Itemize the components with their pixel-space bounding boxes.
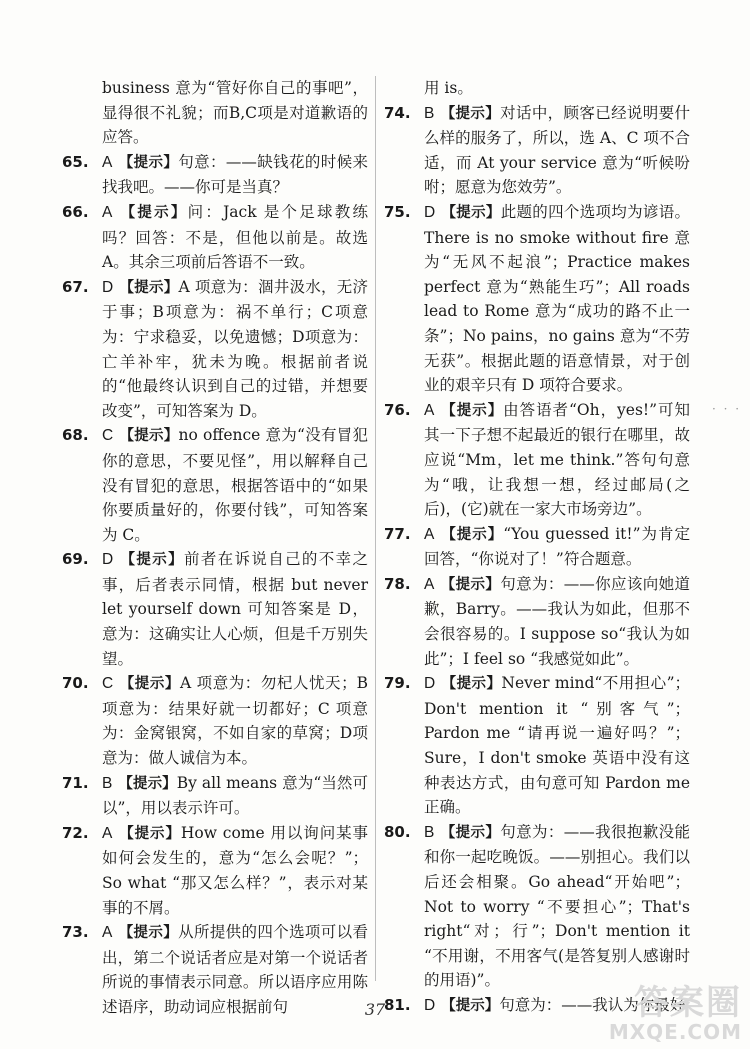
column-divider — [375, 76, 376, 981]
hint-label: 【提示】 — [118, 825, 181, 842]
entry-text: A 项意为：勿杞人忧天；B项意为：结果好就一切都好；C 项意为：金窝银窝，不如自家的草窝；D项意为：做人诚信为本。 — [102, 674, 369, 768]
page-number: 37 — [364, 1000, 386, 1019]
question-number: 67. — [62, 277, 89, 296]
hint-label: 【提示】 — [441, 676, 502, 693]
answer-entry-64-cont — [62, 76, 368, 150]
watermark-url-text: MXQE.COM — [608, 1020, 742, 1044]
entry-text: 前者在诉说自己的不幸之事，后者表示同情，根据 but never let yourself down 可知答案是 D，意为：这确实让人心烦，但是千万别失望。 — [102, 550, 368, 668]
answer-letter: B — [102, 774, 113, 792]
answer-entry-72 — [62, 821, 368, 920]
entry-text: business 意为“管好你自己的事吧”，显得很不礼貌；而B,C项是对道歉语的应答。 — [102, 79, 368, 147]
entry-text: 句意为：——你应该向她道歉，Barry。——我认为如此，但那不会很容易的。I suppose so“我认为如此”；I feel so “我感觉如此”。 — [424, 574, 690, 668]
answer-entry-73-cont — [384, 76, 690, 101]
answer-letter: D — [102, 551, 114, 569]
answer-letter: C — [102, 675, 114, 693]
question-number: 66. — [62, 202, 89, 221]
question-number: 78. — [384, 574, 411, 593]
hint-label: 【提示】 — [118, 204, 188, 221]
hint-label: 【提示】 — [440, 402, 504, 419]
question-number: 68. — [62, 426, 89, 445]
question-number: 71. — [62, 773, 89, 792]
entry-text: 句意为：——我很抱歉没能和你一起吃晚饭。——别担心。我们以后还会相聚。Go ahead“开始吧”；Not to worry “不要担心”；That's right“对；行”；Don't mention it “不用谢，不用客气(是答复别人感谢时的用语)”。 — [424, 822, 690, 990]
entry-text: 用 is。 — [424, 79, 473, 97]
answer-entry-65 — [62, 150, 368, 200]
entry-text: By all means 意为“当然可以”，用以表示许可。 — [102, 773, 368, 818]
margin-dots: · · · — [712, 402, 742, 416]
answer-letter: D — [424, 675, 436, 693]
question-number: 74. — [384, 103, 411, 122]
answer-letter: A — [102, 824, 113, 842]
question-number: 69. — [62, 550, 89, 569]
question-number: 73. — [62, 923, 89, 942]
question-number: 79. — [384, 674, 411, 693]
entry-text: 由答语者“Oh，yes!”可知其一下子想不起最近的银行在哪里，故应说“Mm，let me think.”答句句意为“哦，让我想一想，经过邮局(之后)，(它)就在一家大市场旁边”。 — [424, 400, 690, 519]
answer-entry-68 — [62, 423, 368, 547]
question-number: 65. — [62, 152, 89, 171]
answer-letter: C — [102, 427, 114, 445]
question-number: 80. — [384, 822, 411, 841]
entry-text: How come 用以询问某事如何会发生的，意为“怎么会呢？”；So what “那又怎么样？”，表示对某事的不屑。 — [102, 823, 368, 917]
entry-text: “You guessed it!”为肯定回答，“你说对了！”符合题意。 — [424, 524, 690, 569]
answer-letter: A — [102, 153, 113, 171]
entry-text: Never mind“不用担心”；Don't mention it “别客气”；Pardon me “请再说一遍好吗？”；Sure，I don't smoke 英语中没有这种表达方式，由句意可知 Pardon me 正确。 — [424, 674, 690, 817]
answer-entry-79 — [384, 671, 690, 820]
answer-letter: D — [424, 203, 436, 221]
answer-letter: A — [102, 924, 113, 942]
answer-entry-67 — [62, 275, 368, 424]
answer-letter: D — [424, 996, 436, 1014]
hint-label: 【提示】 — [118, 925, 179, 942]
answer-entry-78 — [384, 572, 690, 671]
hint-label: 【提示】 — [440, 824, 501, 841]
entry-text: 从所提供的四个选项可以看出，第二个说话者应是对第一个说话者所说的事情表示同意。所以语序应用陈述语序，助动词应根据前句 — [102, 923, 368, 1016]
answer-letter: A — [102, 203, 113, 221]
entry-text: A 项意为：涸井汲水，无济于事；B项意为：祸不单行；C项意为：宁求稳妥，以免遗憾；D项意为：亡羊补牢，犹未为晚。根据前者说的“他最终认识到自己的过错，并想要改变”，可知答案为 D。 — [102, 277, 369, 420]
answer-letter: B — [424, 823, 435, 841]
entry-text: 句意为：——我认为你最好 — [499, 995, 686, 1014]
answer-letter: A — [424, 401, 435, 419]
entry-text: 此题的四个选项均为谚语。There is no smoke without fire 意为“无风不起浪”；Practice makes perfect 意为“熟能生巧”；All roads lead to Rome 意为“成功的路不止一条”；No pains，no gains 意为“不劳无获”。根据此题的语意情景，对于创业的艰辛只有 D 项符合要求。 — [424, 202, 690, 395]
answer-entry-74 — [384, 101, 690, 200]
question-number: 77. — [384, 524, 411, 543]
question-number: 72. — [62, 823, 89, 842]
entry-text: no offence 意为“没有冒犯你的意思，不要见怪”，用以解释自己没有冒犯的意思，根据答语中的“如果你要质量好的，你要付钱”，可知答案为 C。 — [102, 426, 369, 544]
hint-label: 【提示】 — [440, 526, 504, 543]
question-number: 75. — [384, 202, 411, 221]
answer-letter: A — [424, 525, 435, 543]
entry-text: 对话中，顾客已经说明要什么样的服务了，所以，选 A、C 项不合适，而 At your service 意为“听候吩咐；愿意为您效劳”。 — [424, 103, 690, 197]
question-number: 81. — [384, 995, 411, 1014]
answer-entry-66 — [62, 200, 368, 275]
hint-label: 【提示】 — [119, 676, 180, 693]
hint-label: 【提示】 — [119, 552, 184, 569]
question-number: 70. — [62, 674, 89, 693]
entry-text: 问：Jack 是个足球教练吗？回答：不是，但他以前是。故选 A。其余三项前后答语不一致。 — [102, 202, 368, 272]
right-column — [384, 76, 690, 1019]
hint-label: 【提示】 — [441, 204, 501, 221]
hint-label: 【提示】 — [440, 105, 501, 122]
hint-label: 【提示】 — [119, 428, 179, 445]
watermark-logo — [592, 985, 742, 1043]
answer-entry-80 — [384, 820, 690, 993]
hint-label: 【提示】 — [118, 154, 179, 171]
watermark-top-text: 答案圈 — [634, 983, 742, 1023]
answer-entry-75 — [384, 200, 690, 398]
answer-letter: D — [102, 278, 114, 296]
answer-entry-71 — [62, 771, 368, 821]
entry-text: 句意：——缺钱花的时候来找我吧。——你可是当真？ — [102, 152, 368, 197]
answer-entry-69 — [62, 547, 368, 671]
answer-entry-76 — [384, 398, 690, 522]
answer-entry-77 — [384, 522, 690, 572]
answer-letter: A — [424, 575, 435, 593]
hint-label: 【提示】 — [118, 775, 177, 792]
hint-label: 【提示】 — [119, 279, 179, 296]
question-number: 76. — [384, 400, 411, 419]
hint-label: 【提示】 — [440, 576, 501, 593]
left-column — [62, 76, 368, 1020]
answer-letter: B — [424, 104, 435, 122]
answer-entry-70 — [62, 671, 368, 770]
hint-label: 【提示】 — [441, 997, 500, 1014]
